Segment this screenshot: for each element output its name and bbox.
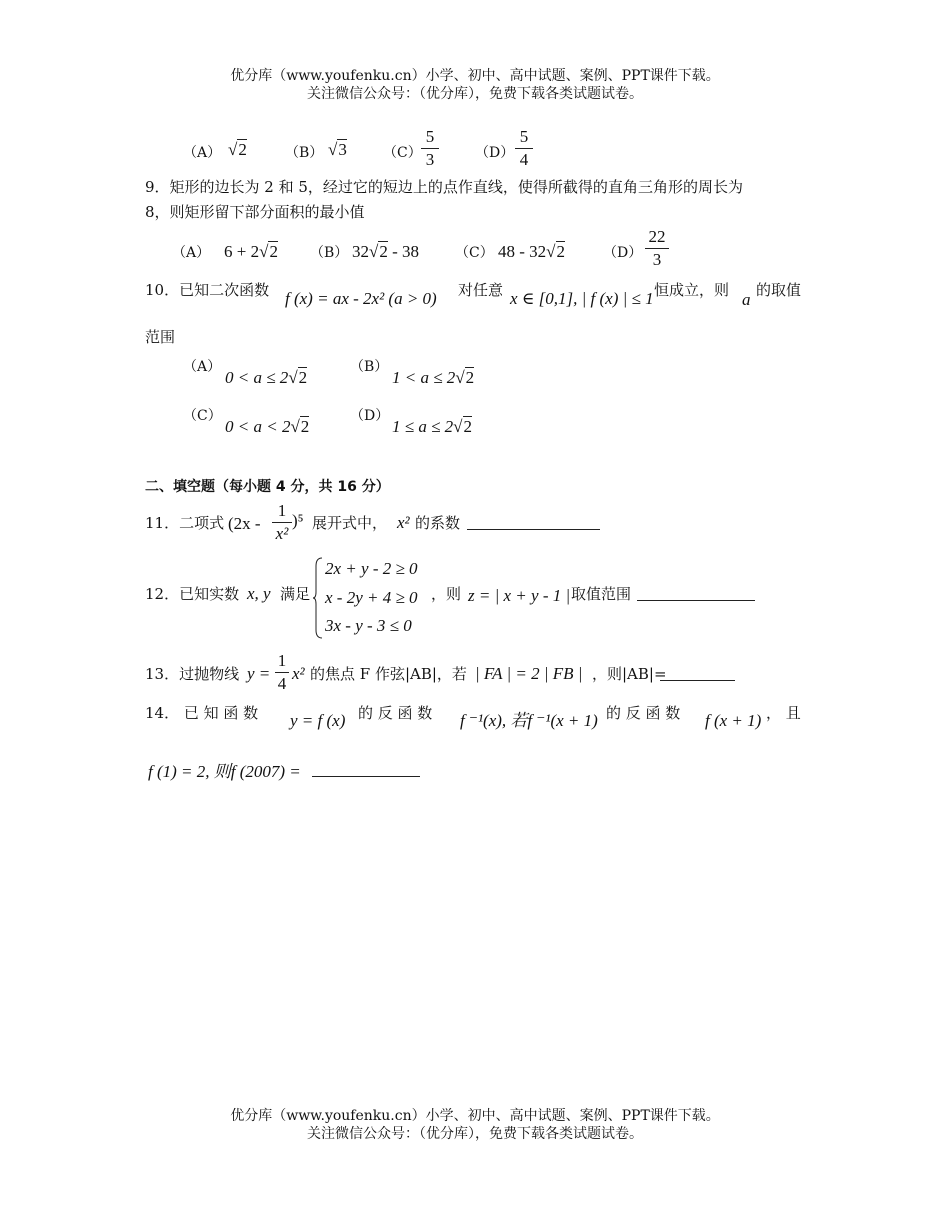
q12-inequality-1: 2x + y - 2 ≥ 0 [325, 559, 418, 578]
q9-option-a-label: （A） [172, 245, 211, 261]
q8-option-a-label: （A） [183, 145, 222, 161]
q14-tail: ， 且 [766, 704, 801, 722]
q8-option-d-label: （D） [475, 145, 515, 161]
q14-line-2: f (1) = 2, 则f (2007) = [148, 762, 301, 781]
q12-tail: 取值范围 [571, 585, 632, 603]
q8-option-b-value: √3 [328, 140, 347, 159]
q9-option-b-label: （B） [310, 245, 349, 261]
q14-f2: f ⁻¹(x), 若f ⁻¹(x + 1) [460, 711, 598, 730]
q9-option-d-fraction: 22 3 [645, 228, 669, 269]
q11-mid: 展开式中， [312, 514, 388, 532]
q14-mid-2: 的 反 函 数 [606, 704, 681, 722]
q10-option-c-value: 0 < a < 2√2 [225, 417, 310, 436]
q13-mid: 的焦点 F 作弦|AB|，若 [310, 665, 467, 683]
q14-mid-1: 的 反 函 数 [358, 704, 433, 722]
q13-condition: | FA | = 2 | FB | [475, 664, 583, 683]
section-2-title: 二、填空题（每小题 4 分，共 16 分） [145, 479, 390, 495]
q10-text-line-2: 范围 [145, 328, 176, 346]
q8-option-c-fraction: 5 3 [421, 128, 439, 169]
q12-mid: 满足 [280, 585, 311, 603]
q13-fraction: 1 4 [275, 652, 289, 693]
q14-f3: f (x + 1) [705, 711, 762, 730]
header-line-2: 关注微信公众号：（优分库），免费下载各类试题试卷。 [307, 86, 643, 102]
q11-expr-post: )⁵ [292, 511, 304, 530]
q9-option-a-value: 6 + 2√2 [224, 242, 278, 261]
q10-mid: 对任意 [458, 281, 504, 299]
q10-condition: x ∈ [0,1], | f (x) | ≤ 1 [510, 289, 654, 308]
q10-tail-1: 恒成立，则 [654, 281, 730, 299]
q9-text-line-1: 9．矩形的边长为 2 和 5，经过它的短边上的点作直线，使得所截得的直角三角形的周长为 [145, 178, 743, 196]
q9-option-b-value: 32√2 - 38 [352, 242, 420, 261]
footer-line-2: 关注微信公众号：（优分库），免费下载各类试题试卷。 [307, 1126, 643, 1142]
q11-answer-blank[interactable] [467, 515, 600, 530]
q11-tail: 的系数 [415, 514, 461, 532]
q14-lead: 14． 已 知 函 数 [145, 704, 259, 722]
q12-z-expr: z = | x + y - 1 | [468, 586, 571, 605]
q13-answer-blank[interactable] [660, 666, 735, 681]
q11-expr-pre: (2x - [228, 514, 261, 533]
q8-option-b-label: （B） [285, 145, 324, 161]
q8-option-d-fraction: 5 4 [515, 128, 533, 169]
q10-tail-2: 的取值 [756, 281, 802, 299]
q10-option-b-label: （B） [350, 359, 389, 375]
q12-lead: 12．已知实数 [145, 585, 240, 603]
q10-lead: 10．已知二次函数 [145, 281, 270, 299]
q12-then: ，则 [431, 585, 462, 603]
header-line-1: 优分库（www.youfenku.cn）小学、初中、高中试题、案例、PPT课件下载。 [230, 68, 720, 84]
q10-option-d-value: 1 ≤ a ≤ 2√2 [392, 417, 473, 436]
q11-lead: 11．二项式 [145, 514, 225, 532]
q13-lead: 13．过抛物线 [145, 665, 240, 683]
q9-text-line-2: 8，则矩形留下部分面积的最小值 [145, 203, 365, 221]
q9-option-c-value: 48 - 32√2 [498, 242, 566, 261]
q11-term: x² [397, 513, 410, 532]
q14-answer-blank[interactable] [312, 762, 420, 777]
q11-fraction: 1 x² [272, 502, 292, 543]
q10-formula: f (x) = ax - 2x² (a > 0) [285, 289, 437, 308]
q10-option-c-label: （C） [183, 408, 222, 424]
q8-option-c-label: （C） [383, 145, 422, 161]
q9-option-c-label: （C） [455, 245, 494, 261]
q13-y-eq: y = [247, 664, 271, 683]
footer-line-1: 优分库（www.youfenku.cn）小学、初中、高中试题、案例、PPT课件下载。 [230, 1108, 720, 1124]
q10-option-d-label: （D） [350, 408, 390, 424]
q14-f1: y = f (x) [290, 711, 346, 730]
q10-option-a-label: （A） [183, 359, 222, 375]
q8-option-a-value: √2 [228, 140, 247, 159]
q13-tail: ，则|AB|= [592, 665, 667, 683]
q10-option-b-value: 1 < a ≤ 2√2 [392, 368, 475, 387]
q13-x-squared: x² [292, 664, 305, 683]
q12-vars: x, y [247, 584, 271, 603]
q12-inequality-3: 3x - y - 3 ≤ 0 [325, 616, 412, 635]
q10-option-a-value: 0 < a ≤ 2√2 [225, 368, 308, 387]
q12-brace [312, 556, 324, 640]
q10-variable: a [742, 290, 751, 309]
q9-option-d-label: （D） [603, 245, 643, 261]
q12-answer-blank[interactable] [637, 586, 755, 601]
q12-inequality-2: x - 2y + 4 ≥ 0 [325, 588, 418, 607]
